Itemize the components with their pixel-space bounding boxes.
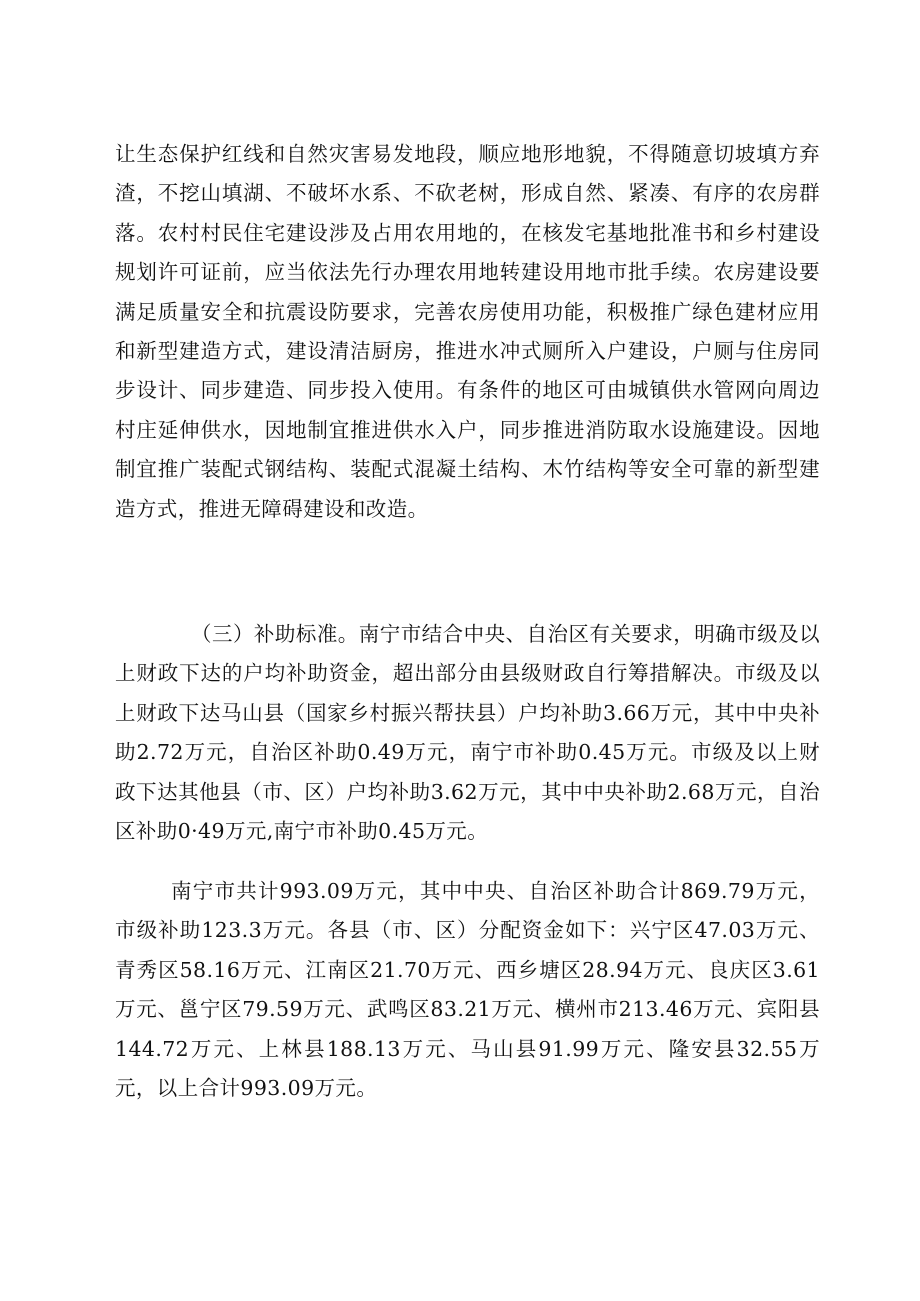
paragraph-construction-requirements: 让生态保护红线和自然灾害易发地段，顺应地形地貌，不得随意切坡填方弃渣，不挖山填湖、不破坏水系、不砍老树，形成自然、紧凑、有序的农房群落。农村村民住宅建设涉及占用农用地的，在核发宅基地批准书和乡村建设规划许可证前，应当依法先行办理农用地转建设用地市批手续。农房建设要满足质量安全和抗震设防要求，完善农房使用功能，积极推广绿色建材应用和新型建造方式，建设清洁厨房，推进水冲式厕所入户建设，户厕与住房同步设计、同步建造、同步投入使用。有条件的地区可由城镇供水管网向周边村庄延伸供水，因地制宜推进供水入户，同步推进消防取水设施建设。因地制宜推广装配式钢结构、装配式混凝土结构、木竹结构等安全可靠的新型建造方式，推进无障碍建设和改造。 bbox=[115, 142, 820, 521]
paragraph-fund-allocation: 南宁市共计993.09万元，其中中央、自治区补助合计869.79万元，市级补助123.3万元。各县（市、区）分配资金如下：兴宁区47.03万元、青秀区58.16万元、江南区21.70万元、西乡塘区28.94万元、良庆区3.61万元、邕宁区79.59万元、武鸣区83.21万元、横州市213.46万元、宾阳县144.72万元、上林县188.13万元、马山县91.99万元、隆安县32.55万元，以上合计993.09万元。 bbox=[115, 879, 820, 1101]
paragraph-subsidy-standard: （三）补助标准。南宁市结合中央、自治区有关要求，明确市级及以上财政下达的户均补助资金，超出部分由县级财政自行筹措解决。市级及以上财政下达马山县（国家乡村振兴帮扶县）户均补助3.66万元，其中中央补助2.72万元，自治区补助0.49万元，南宁市补助0.45万元。市级及以上财政下达其他县（市、区）户均补助3.62万元，其中中央补助2.68万元，自治区补助0·49万元,南宁市补助0.45万元。 bbox=[115, 622, 820, 844]
